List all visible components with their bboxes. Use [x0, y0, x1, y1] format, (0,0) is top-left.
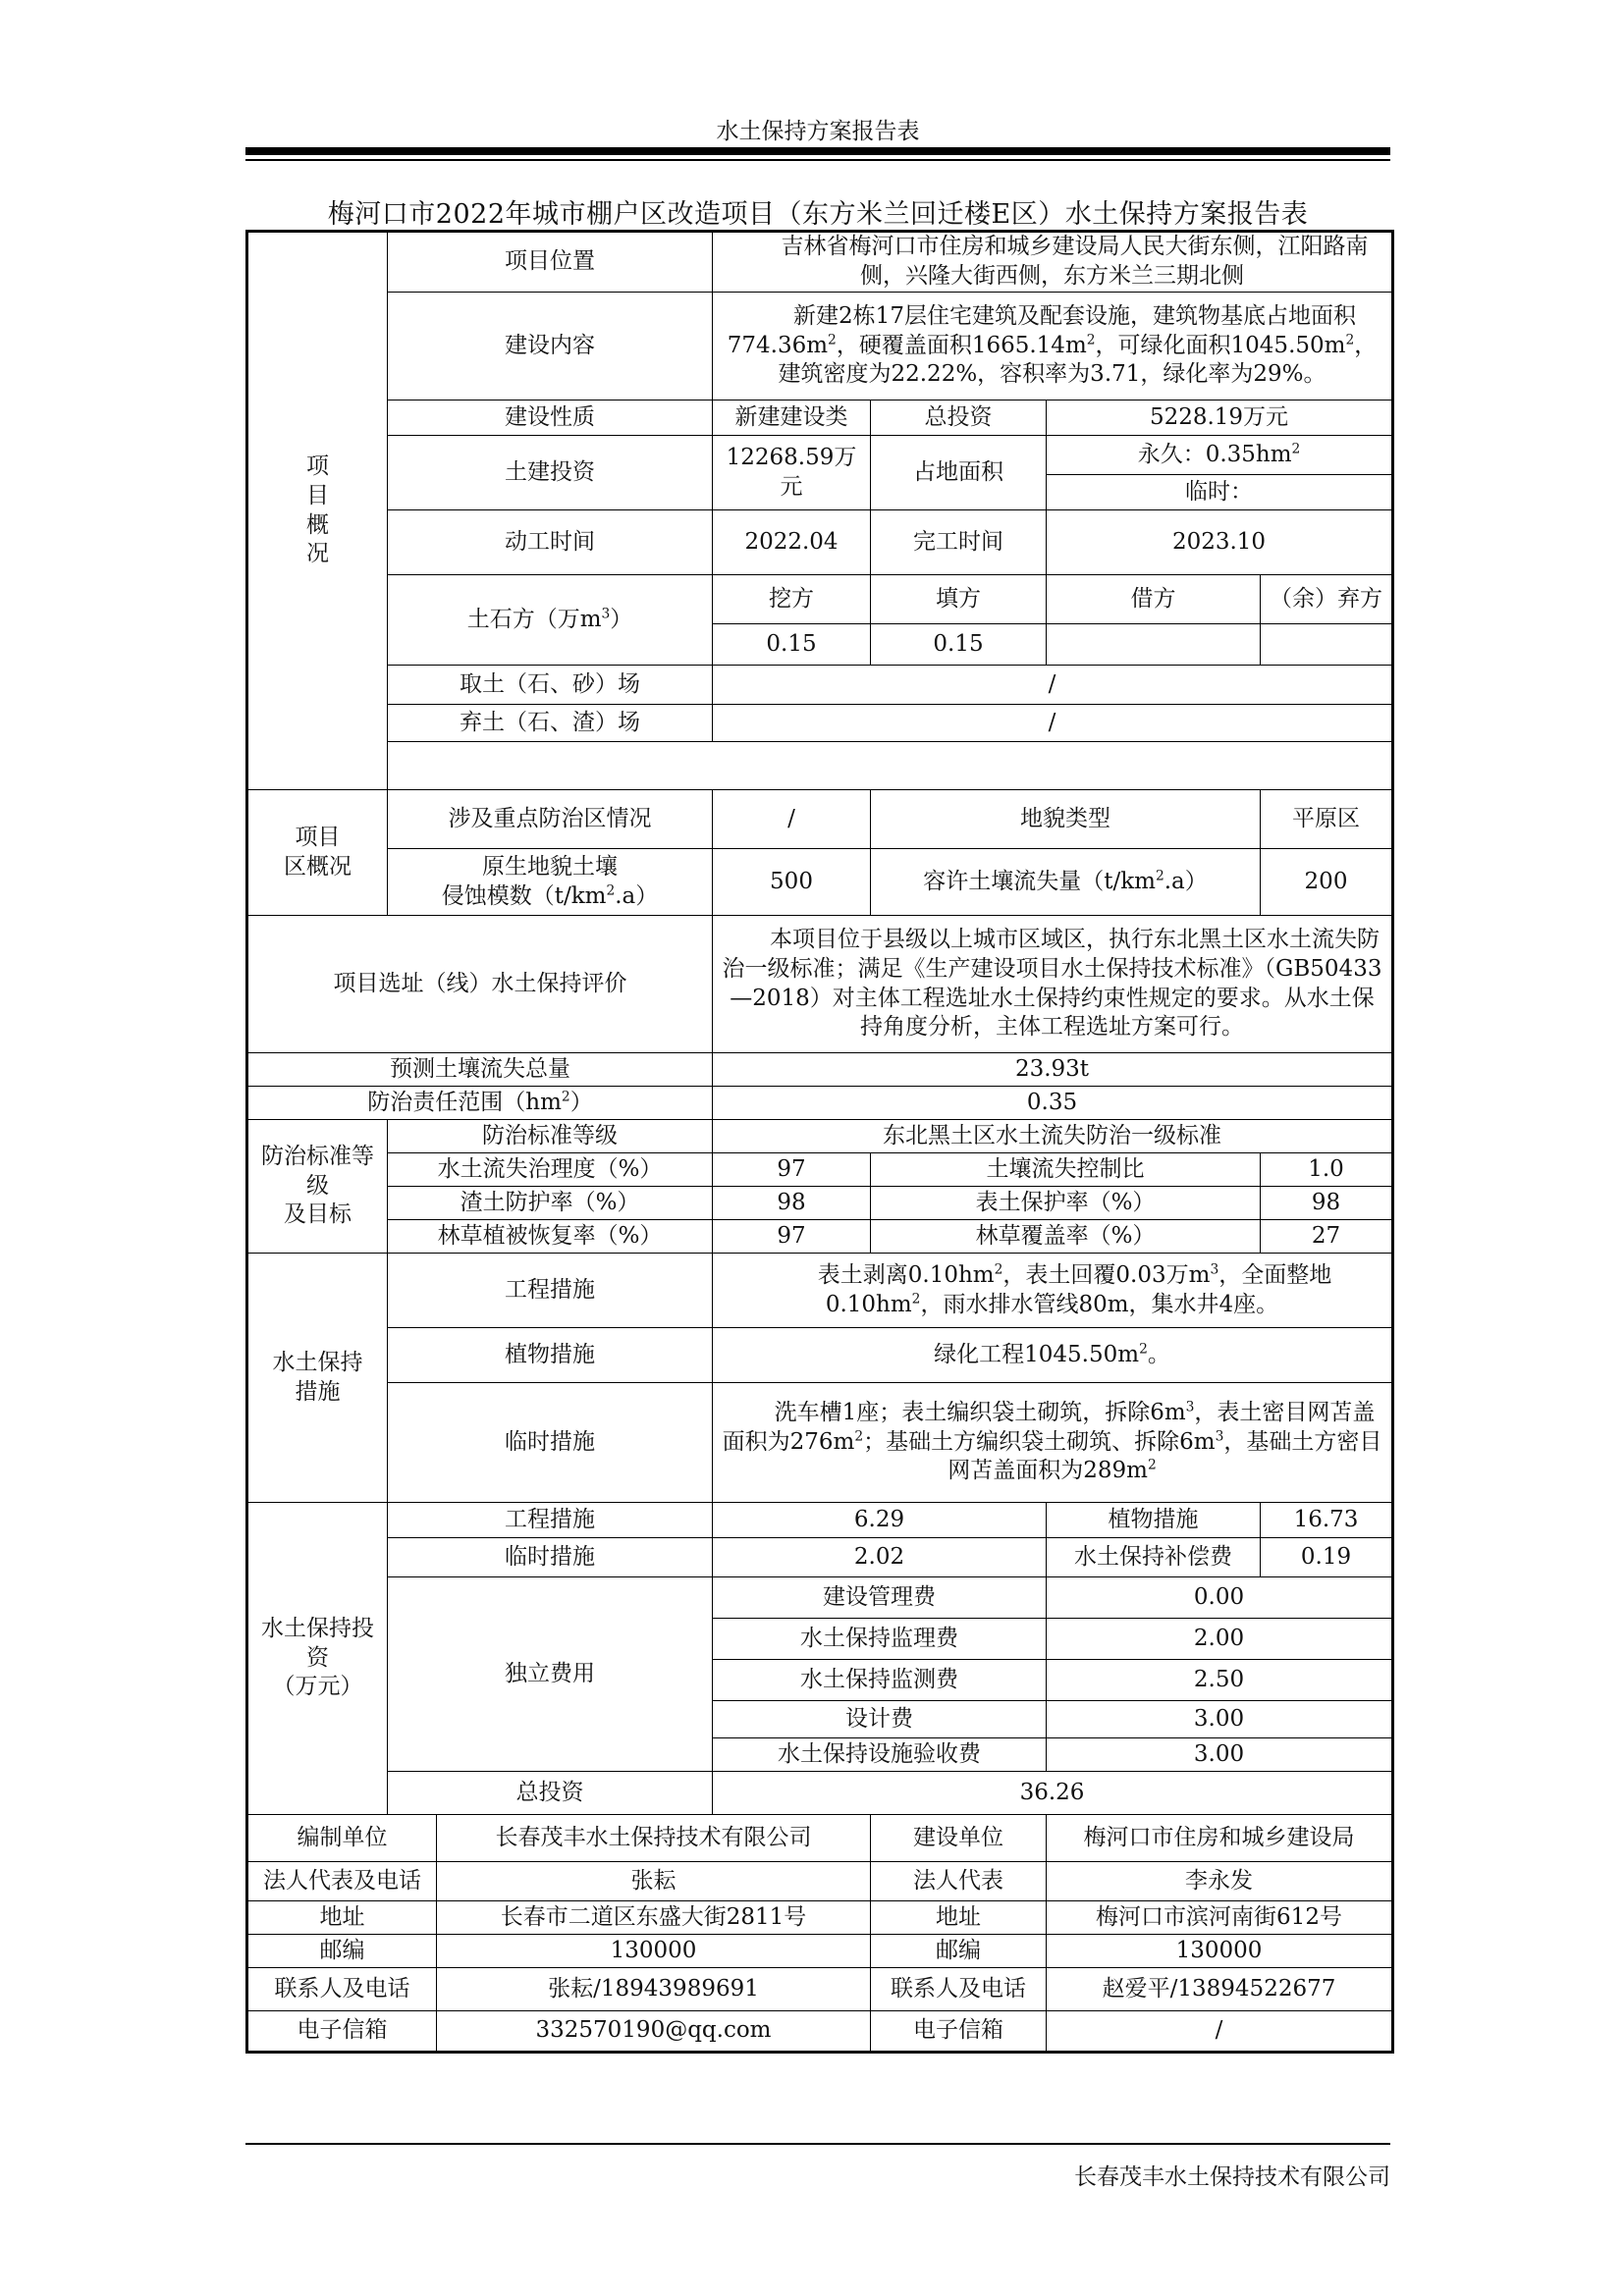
target-label: 土壤流失控制比 — [871, 1153, 1261, 1187]
independent-cost-item: 建设管理费 — [713, 1577, 1047, 1619]
independent-cost-value: 2.50 — [1047, 1660, 1393, 1701]
engineering-measures-label: 工程措施 — [388, 1254, 713, 1328]
contact-label: 联系人及电话 — [247, 1968, 437, 2011]
start-time-value: 2022.04 — [713, 510, 871, 575]
target-value: 27 — [1261, 1220, 1393, 1254]
target-value: 97 — [713, 1153, 871, 1187]
contact-label: 联系人及电话 — [871, 1968, 1047, 2011]
inv-temporary-value: 2.02 — [713, 1538, 1047, 1577]
contact-value: 130000 — [1047, 1935, 1393, 1968]
standard-level-label: 防治标准等级 — [388, 1120, 713, 1153]
target-label: 表土保护率（%） — [871, 1187, 1261, 1220]
contact-label: 邮编 — [871, 1935, 1047, 1968]
inv-vegetation-label: 植物措施 — [1047, 1503, 1261, 1538]
contact-value: 张耘/18943989691 — [437, 1968, 871, 2011]
contact-label: 编制单位 — [247, 1815, 437, 1862]
civil-investment-value: 12268.59万元 — [713, 436, 871, 510]
allowed-loss-label: 容许土壤流失量$(t/km^2.a)$ — [871, 849, 1261, 916]
key-zone-label: 涉及重点防治区情况 — [388, 790, 713, 849]
land-area-label: 占地面积 — [871, 436, 1047, 510]
header-rule-thick — [245, 147, 1390, 155]
independent-cost-value: 3.00 — [1047, 1738, 1393, 1772]
earthwork-value-spoil — [1261, 624, 1393, 666]
footer-company: 长春茂丰水土保持技术有限公司 — [1074, 2164, 1390, 2190]
independent-cost-value: 2.00 — [1047, 1619, 1393, 1660]
contact-value: 梅河口市住房和城乡建设局 — [1047, 1815, 1393, 1862]
responsibility-area-value: 0.35 — [713, 1087, 1393, 1120]
contact-label: 地址 — [247, 1901, 437, 1935]
email-value[interactable]: 332570190@qq.com — [437, 2011, 871, 2053]
contact-value: 长春茂丰水土保持技术有限公司 — [437, 1815, 871, 1862]
land-area-permanent: 永久：$0.35hm^2$ — [1047, 436, 1393, 475]
earthwork-value-borrow — [1047, 624, 1261, 666]
borrow-site-value: / — [713, 666, 1393, 705]
contact-value: 长春市二道区东盛大街2811号 — [437, 1901, 871, 1935]
target-value: 97 — [713, 1220, 871, 1254]
contact-label: 建设单位 — [871, 1815, 1047, 1862]
soil-loss-label: 预测土壤流失总量 — [247, 1053, 713, 1087]
vegetation-measures-label: 植物措施 — [388, 1328, 713, 1383]
location-label: 项目位置 — [388, 232, 713, 293]
vegetation-measures-text: 绿化工程$1045.50m^2$。 — [713, 1328, 1393, 1383]
inv-vegetation-value: 16.73 — [1261, 1503, 1393, 1538]
contact-value: 130000 — [437, 1935, 871, 1968]
target-value: 1.0 — [1261, 1153, 1393, 1187]
earthwork-label: 土石方（万$m^3$） — [388, 575, 713, 666]
inv-temporary-label: 临时措施 — [388, 1538, 713, 1577]
independent-cost-value: 0.00 — [1047, 1577, 1393, 1619]
footer-rule — [245, 2143, 1390, 2145]
section-standard: 防治标准等 级 及目标 — [247, 1120, 388, 1254]
independent-cost-item: 设计费 — [713, 1701, 1047, 1738]
civil-investment-label: 土建投资 — [388, 436, 713, 510]
target-label: 水土流失治理度（%） — [388, 1153, 713, 1187]
earthwork-value-fill: 0.15 — [871, 624, 1047, 666]
independent-cost-item: 水土保持监理费 — [713, 1619, 1047, 1660]
earthwork-header-fill: 填方 — [871, 575, 1047, 624]
end-time-value: 2023.10 — [1047, 510, 1393, 575]
responsibility-area-label: 防治责任范围$(hm^2)$ — [247, 1087, 713, 1120]
inv-compensation-value: 0.19 — [1261, 1538, 1393, 1577]
start-time-label: 动工时间 — [388, 510, 713, 575]
temporary-measures-label: 临时措施 — [388, 1383, 713, 1503]
site-evaluation-text: 本项目位于县级以上城市区域区，执行东北黑土区水土流失防治一级标准；满足《生产建设项目水土保持技术标准》（GB50433—2018）对主体工程选址水土保持约束性规定的要求。从水土保持角度分析，主体工程选址方案可行。 — [713, 916, 1393, 1053]
contact-label: 电子信箱 — [247, 2011, 437, 2053]
contact-label: 电子信箱 — [871, 2011, 1047, 2053]
nature-value: 新建建设类 — [713, 400, 871, 436]
nature-label: 建设性质 — [388, 400, 713, 436]
section-measures: 水土保持 措施 — [247, 1254, 388, 1503]
engineering-measures-text: 表土剥离$0.10hm^2$，表土回覆0.03万$m^3$，全面整地$0.10hm^2$，雨水排水管线80m，集水井4座。 — [713, 1254, 1393, 1328]
inv-engineering-value: 6.29 — [713, 1503, 1047, 1538]
target-label: 渣土防护率（%） — [388, 1187, 713, 1220]
section-area: 项目 区概况 — [247, 790, 388, 916]
total-investment-value: 36.26 — [713, 1772, 1393, 1815]
independent-cost-label: 独立费用 — [388, 1577, 713, 1772]
standard-level-value: 东北黑土区水土流失防治一级标准 — [713, 1120, 1393, 1153]
borrow-site-label: 取土（石、砂）场 — [388, 666, 713, 705]
target-value: 98 — [1261, 1187, 1393, 1220]
document-title: 梅河口市2022年城市棚户区改造项目（东方米兰回迁楼E区）水土保持方案报告表 — [327, 199, 1309, 230]
header-rule-thin — [245, 159, 1390, 161]
earthwork-value-cut: 0.15 — [713, 624, 871, 666]
erosion-modulus-value: 500 — [713, 849, 871, 916]
spoil-site-value: / — [713, 705, 1393, 742]
target-value: 98 — [713, 1187, 871, 1220]
earthwork-header-cut: 挖方 — [713, 575, 871, 624]
end-time-label: 完工时间 — [871, 510, 1047, 575]
inv-compensation-label: 水土保持补偿费 — [1047, 1538, 1261, 1577]
total-investment-label: 总投资 — [388, 1772, 713, 1815]
landform-value: 平原区 — [1261, 790, 1393, 849]
total-investment-label: 总投资 — [871, 400, 1047, 436]
allowed-loss-value: 200 — [1261, 849, 1393, 916]
report-table — [245, 230, 1394, 2054]
earthwork-header-borrow: 借方 — [1047, 575, 1261, 624]
independent-cost-item: 水土保持监测费 — [713, 1660, 1047, 1701]
contact-label: 邮编 — [247, 1935, 437, 1968]
location-value: 吉林省梅河口市住房和城乡建设局人民大街东侧，江阳路南侧，兴隆大街西侧，东方米兰三期北侧 — [713, 232, 1393, 293]
temporary-measures-text: 洗车槽1座；表土编织袋土砌筑，拆除$6m^3$，表土密目网苫盖面积为$276m^2$；基础土方编织袋土砌筑、拆除$6m^3$，基础土方密目网苫盖面积为$289m^2$ — [713, 1383, 1393, 1503]
contact-value: / — [1047, 2011, 1393, 2053]
earthwork-header-spoil: （余）弃方 — [1261, 575, 1393, 624]
key-zone-value: / — [713, 790, 871, 849]
contact-value: 张耘 — [437, 1862, 871, 1901]
independent-cost-item: 水土保持设施验收费 — [713, 1738, 1047, 1772]
content-label: 建设内容 — [388, 293, 713, 400]
site-evaluation-label: 项目选址（线）水土保持评价 — [247, 916, 713, 1053]
spoil-site-label: 弃土（石、渣）场 — [388, 705, 713, 742]
contact-value: 赵爱平/13894522677 — [1047, 1968, 1393, 2011]
land-area-temporary: 临时： — [1047, 475, 1393, 510]
contact-label: 法人代表及电话 — [247, 1862, 437, 1901]
erosion-modulus-label: 原生地貌土壤 侵蚀模数$(t/km^2.a)$ — [388, 849, 713, 916]
inv-engineering-label: 工程措施 — [388, 1503, 713, 1538]
target-label: 林草植被恢复率（%） — [388, 1220, 713, 1254]
contact-value: 李永发 — [1047, 1862, 1393, 1901]
target-label: 林草覆盖率（%） — [871, 1220, 1261, 1254]
section-overview: 项 目 概 况 — [247, 232, 388, 790]
contact-value: 梅河口市滨河南街612号 — [1047, 1901, 1393, 1935]
contact-label: 法人代表 — [871, 1862, 1047, 1901]
contact-label: 地址 — [871, 1901, 1047, 1935]
header-title: 水土保持方案报告表 — [716, 119, 920, 144]
total-investment-value: 5228.19万元 — [1047, 400, 1393, 436]
independent-cost-value: 3.00 — [1047, 1701, 1393, 1738]
soil-loss-value: 23.93t — [713, 1053, 1393, 1087]
content-value: 新建2栋17层住宅建筑及配套设施，建筑物基底占地面积$774.36m^2$，硬覆盖面积$1665.14m^2$，可绿化面积$1045.50m^2$，建筑密度为22.22%，容积率为3.71，绿化率为29%。 — [713, 293, 1393, 400]
section-investment: 水土保持投 资 （万元） — [247, 1503, 388, 1815]
landform-label: 地貌类型 — [871, 790, 1261, 849]
